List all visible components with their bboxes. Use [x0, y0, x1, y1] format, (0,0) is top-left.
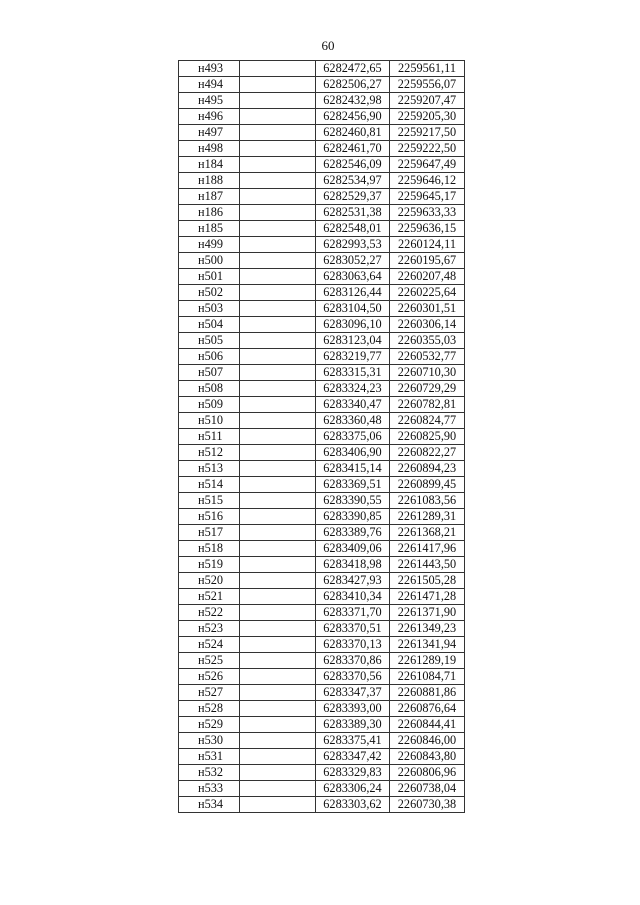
table-row [179, 365, 465, 381]
y-coordinate-cell: 2260782,81 [390, 397, 465, 413]
y-coordinate-cell: 2261349,23 [390, 621, 465, 637]
point-id-cell: н524 [179, 637, 240, 653]
y-coordinate-cell: 2260822,27 [390, 445, 465, 461]
y-coordinate-cell: 2260729,29 [390, 381, 465, 397]
point-id-cell: н533 [179, 781, 240, 797]
y-coordinate-cell: 2260207,48 [390, 269, 465, 285]
table-row [179, 285, 465, 301]
x-coordinate-cell: 6283303,62 [316, 797, 390, 813]
empty-cell [240, 589, 316, 605]
x-coordinate-cell: 6283347,37 [316, 685, 390, 701]
x-coordinate-cell: 6282548,01 [316, 221, 390, 237]
empty-cell [240, 221, 316, 237]
x-coordinate-cell: 6283418,98 [316, 557, 390, 573]
table-row [179, 301, 465, 317]
table-row [179, 125, 465, 141]
empty-cell [240, 61, 316, 77]
table-row [179, 669, 465, 685]
table-row [179, 589, 465, 605]
empty-cell [240, 701, 316, 717]
x-coordinate-cell: 6282460,81 [316, 125, 390, 141]
x-coordinate-cell: 6283389,76 [316, 525, 390, 541]
empty-cell [240, 717, 316, 733]
empty-cell [240, 237, 316, 253]
x-coordinate-cell: 6283370,51 [316, 621, 390, 637]
empty-cell [240, 461, 316, 477]
point-id-cell: н528 [179, 701, 240, 717]
y-coordinate-cell: 2261443,50 [390, 557, 465, 573]
table-row [179, 557, 465, 573]
x-coordinate-cell: 6283096,10 [316, 317, 390, 333]
table-row [179, 157, 465, 173]
point-id-cell: н523 [179, 621, 240, 637]
x-coordinate-cell: 6283126,44 [316, 285, 390, 301]
x-coordinate-cell: 6283329,83 [316, 765, 390, 781]
y-coordinate-cell: 2260301,51 [390, 301, 465, 317]
point-id-cell: н184 [179, 157, 240, 173]
point-id-cell: н513 [179, 461, 240, 477]
table-row [179, 381, 465, 397]
empty-cell [240, 381, 316, 397]
y-coordinate-cell: 2259647,49 [390, 157, 465, 173]
empty-cell [240, 509, 316, 525]
empty-cell [240, 493, 316, 509]
point-id-cell: н514 [179, 477, 240, 493]
y-coordinate-cell: 2260824,77 [390, 413, 465, 429]
empty-cell [240, 397, 316, 413]
y-coordinate-cell: 2259645,17 [390, 189, 465, 205]
point-id-cell: н498 [179, 141, 240, 157]
table-row [179, 253, 465, 269]
x-coordinate-cell: 6282506,27 [316, 77, 390, 93]
x-coordinate-cell: 6283390,85 [316, 509, 390, 525]
x-coordinate-cell: 6282531,38 [316, 205, 390, 221]
x-coordinate-cell: 6283369,51 [316, 477, 390, 493]
y-coordinate-cell: 2260730,38 [390, 797, 465, 813]
empty-cell [240, 573, 316, 589]
point-id-cell: н495 [179, 93, 240, 109]
x-coordinate-cell: 6283123,04 [316, 333, 390, 349]
point-id-cell: н188 [179, 173, 240, 189]
x-coordinate-cell: 6283063,64 [316, 269, 390, 285]
table-row [179, 685, 465, 701]
empty-cell [240, 189, 316, 205]
x-coordinate-cell: 6283427,93 [316, 573, 390, 589]
x-coordinate-cell: 6282461,70 [316, 141, 390, 157]
x-coordinate-cell: 6283406,90 [316, 445, 390, 461]
x-coordinate-cell: 6283370,56 [316, 669, 390, 685]
point-id-cell: н185 [179, 221, 240, 237]
empty-cell [240, 685, 316, 701]
table-row [179, 317, 465, 333]
x-coordinate-cell: 6283410,34 [316, 589, 390, 605]
point-id-cell: н186 [179, 205, 240, 221]
x-coordinate-cell: 6283375,06 [316, 429, 390, 445]
y-coordinate-cell: 2260710,30 [390, 365, 465, 381]
empty-cell [240, 125, 316, 141]
empty-cell [240, 621, 316, 637]
x-coordinate-cell: 6283324,23 [316, 381, 390, 397]
empty-cell [240, 445, 316, 461]
x-coordinate-cell: 6283219,77 [316, 349, 390, 365]
empty-cell [240, 541, 316, 557]
point-id-cell: н500 [179, 253, 240, 269]
empty-cell [240, 253, 316, 269]
table-row [179, 397, 465, 413]
point-id-cell: н508 [179, 381, 240, 397]
point-id-cell: н502 [179, 285, 240, 301]
y-coordinate-cell: 2260843,80 [390, 749, 465, 765]
point-id-cell: н530 [179, 733, 240, 749]
point-id-cell: н497 [179, 125, 240, 141]
empty-cell [240, 525, 316, 541]
point-id-cell: н505 [179, 333, 240, 349]
table-row [179, 173, 465, 189]
table-row [179, 189, 465, 205]
y-coordinate-cell: 2260532,77 [390, 349, 465, 365]
point-id-cell: н526 [179, 669, 240, 685]
x-coordinate-cell: 6283390,55 [316, 493, 390, 509]
empty-cell [240, 173, 316, 189]
x-coordinate-cell: 6283340,47 [316, 397, 390, 413]
table-row [179, 765, 465, 781]
point-id-cell: н511 [179, 429, 240, 445]
table-row [179, 781, 465, 797]
point-id-cell: н501 [179, 269, 240, 285]
table-row [179, 573, 465, 589]
table-row [179, 221, 465, 237]
table-row [179, 93, 465, 109]
y-coordinate-cell: 2260876,64 [390, 701, 465, 717]
point-id-cell: н522 [179, 605, 240, 621]
point-id-cell: н520 [179, 573, 240, 589]
table-row [179, 269, 465, 285]
y-coordinate-cell: 2260806,96 [390, 765, 465, 781]
point-id-cell: н515 [179, 493, 240, 509]
table-row [179, 109, 465, 125]
x-coordinate-cell: 6282529,37 [316, 189, 390, 205]
y-coordinate-cell: 2260825,90 [390, 429, 465, 445]
table-row [179, 493, 465, 509]
y-coordinate-cell: 2260738,04 [390, 781, 465, 797]
empty-cell [240, 301, 316, 317]
empty-cell [240, 349, 316, 365]
y-coordinate-cell: 2260306,14 [390, 317, 465, 333]
x-coordinate-cell: 6283104,50 [316, 301, 390, 317]
empty-cell [240, 157, 316, 173]
table-row [179, 605, 465, 621]
y-coordinate-cell: 2260195,67 [390, 253, 465, 269]
point-id-cell: н503 [179, 301, 240, 317]
empty-cell [240, 429, 316, 445]
table-row [179, 733, 465, 749]
y-coordinate-cell: 2259636,15 [390, 221, 465, 237]
empty-cell [240, 653, 316, 669]
table-row [179, 429, 465, 445]
empty-cell [240, 781, 316, 797]
empty-cell [240, 637, 316, 653]
y-coordinate-cell: 2261368,21 [390, 525, 465, 541]
table-row [179, 653, 465, 669]
table-row [179, 621, 465, 637]
y-coordinate-cell: 2260899,45 [390, 477, 465, 493]
point-id-cell: н509 [179, 397, 240, 413]
y-coordinate-cell: 2261289,19 [390, 653, 465, 669]
table-row [179, 445, 465, 461]
y-coordinate-cell: 2259556,07 [390, 77, 465, 93]
y-coordinate-cell: 2260355,03 [390, 333, 465, 349]
x-coordinate-cell: 6282432,98 [316, 93, 390, 109]
y-coordinate-cell: 2260844,41 [390, 717, 465, 733]
point-id-cell: н496 [179, 109, 240, 125]
y-coordinate-cell: 2260124,11 [390, 237, 465, 253]
x-coordinate-cell: 6283347,42 [316, 749, 390, 765]
empty-cell [240, 733, 316, 749]
table-row [179, 509, 465, 525]
y-coordinate-cell: 2261084,71 [390, 669, 465, 685]
x-coordinate-cell: 6283371,70 [316, 605, 390, 621]
table-row [179, 237, 465, 253]
empty-cell [240, 285, 316, 301]
y-coordinate-cell: 2259205,30 [390, 109, 465, 125]
y-coordinate-cell: 2260846,00 [390, 733, 465, 749]
point-id-cell: н525 [179, 653, 240, 669]
table-row [179, 333, 465, 349]
y-coordinate-cell: 2261417,96 [390, 541, 465, 557]
x-coordinate-cell: 6282993,53 [316, 237, 390, 253]
point-id-cell: н499 [179, 237, 240, 253]
empty-cell [240, 77, 316, 93]
y-coordinate-cell: 2259561,11 [390, 61, 465, 77]
x-coordinate-cell: 6283315,31 [316, 365, 390, 381]
point-id-cell: н512 [179, 445, 240, 461]
x-coordinate-cell: 6282534,97 [316, 173, 390, 189]
page-number: 60 [321, 38, 335, 53]
empty-cell [240, 205, 316, 221]
point-id-cell: н518 [179, 541, 240, 557]
y-coordinate-cell: 2261371,90 [390, 605, 465, 621]
table-row [179, 797, 465, 813]
empty-cell [240, 365, 316, 381]
empty-cell [240, 605, 316, 621]
empty-cell [240, 317, 316, 333]
table-row [179, 349, 465, 365]
y-coordinate-cell: 2259633,33 [390, 205, 465, 221]
x-coordinate-cell: 6282472,65 [316, 61, 390, 77]
point-id-cell: н187 [179, 189, 240, 205]
table-row [179, 77, 465, 93]
coordinates-table [178, 60, 465, 813]
point-id-cell: н519 [179, 557, 240, 573]
x-coordinate-cell: 6283360,48 [316, 413, 390, 429]
point-id-cell: н527 [179, 685, 240, 701]
point-id-cell: н532 [179, 765, 240, 781]
empty-cell [240, 477, 316, 493]
table-row [179, 541, 465, 557]
empty-cell [240, 93, 316, 109]
table-row [179, 61, 465, 77]
x-coordinate-cell: 6283415,14 [316, 461, 390, 477]
x-coordinate-cell: 6283370,13 [316, 637, 390, 653]
point-id-cell: н493 [179, 61, 240, 77]
x-coordinate-cell: 6282546,09 [316, 157, 390, 173]
y-coordinate-cell: 2260881,86 [390, 685, 465, 701]
empty-cell [240, 141, 316, 157]
y-coordinate-cell: 2260894,23 [390, 461, 465, 477]
x-coordinate-cell: 6283370,86 [316, 653, 390, 669]
point-id-cell: н510 [179, 413, 240, 429]
y-coordinate-cell: 2259217,50 [390, 125, 465, 141]
coordinates-table-body [179, 61, 465, 813]
x-coordinate-cell: 6283389,30 [316, 717, 390, 733]
x-coordinate-cell: 6283393,00 [316, 701, 390, 717]
point-id-cell: н534 [179, 797, 240, 813]
empty-cell [240, 749, 316, 765]
empty-cell [240, 269, 316, 285]
empty-cell [240, 557, 316, 573]
y-coordinate-cell: 2261083,56 [390, 493, 465, 509]
y-coordinate-cell: 2261289,31 [390, 509, 465, 525]
table-row [179, 525, 465, 541]
empty-cell [240, 333, 316, 349]
empty-cell [240, 797, 316, 813]
point-id-cell: н531 [179, 749, 240, 765]
x-coordinate-cell: 6283052,27 [316, 253, 390, 269]
table-row [179, 413, 465, 429]
point-id-cell: н507 [179, 365, 240, 381]
point-id-cell: н506 [179, 349, 240, 365]
y-coordinate-cell: 2261505,28 [390, 573, 465, 589]
point-id-cell: н504 [179, 317, 240, 333]
y-coordinate-cell: 2261341,94 [390, 637, 465, 653]
table-row [179, 637, 465, 653]
x-coordinate-cell: 6282456,90 [316, 109, 390, 125]
point-id-cell: н494 [179, 77, 240, 93]
empty-cell [240, 765, 316, 781]
y-coordinate-cell: 2260225,64 [390, 285, 465, 301]
y-coordinate-cell: 2259222,50 [390, 141, 465, 157]
table-row [179, 717, 465, 733]
point-id-cell: н529 [179, 717, 240, 733]
x-coordinate-cell: 6283409,06 [316, 541, 390, 557]
table-row [179, 141, 465, 157]
empty-cell [240, 413, 316, 429]
y-coordinate-cell: 2259646,12 [390, 173, 465, 189]
table-row [179, 701, 465, 717]
y-coordinate-cell: 2259207,47 [390, 93, 465, 109]
empty-cell [240, 669, 316, 685]
x-coordinate-cell: 6283306,24 [316, 781, 390, 797]
point-id-cell: н521 [179, 589, 240, 605]
point-id-cell: н517 [179, 525, 240, 541]
point-id-cell: н516 [179, 509, 240, 525]
table-row [179, 477, 465, 493]
x-coordinate-cell: 6283375,41 [316, 733, 390, 749]
table-row [179, 205, 465, 221]
table-row [179, 749, 465, 765]
empty-cell [240, 109, 316, 125]
y-coordinate-cell: 2261471,28 [390, 589, 465, 605]
table-row [179, 461, 465, 477]
